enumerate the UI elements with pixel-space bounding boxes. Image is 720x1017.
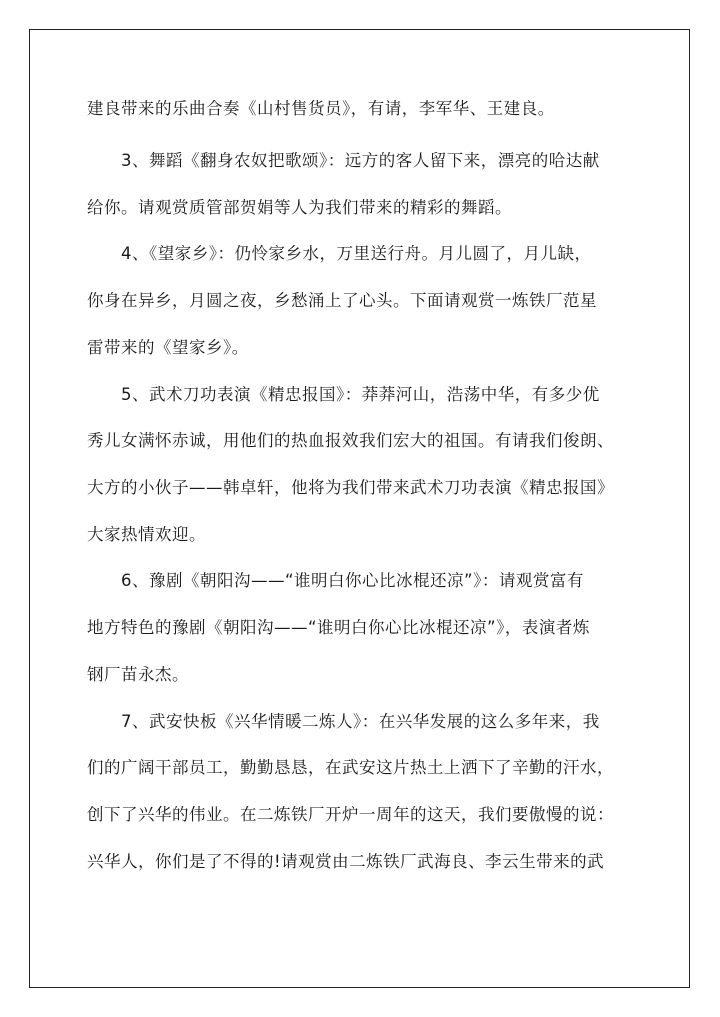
text-line-17: 兴华人，你们是了不得的!请观赏由二炼铁厂武海良、李云生带来的武 xyxy=(87,852,605,871)
text-line-6: 雷带来的《望家乡》。 xyxy=(87,338,249,357)
text-line-9: 大方的小伙子——韩卓轩，他将为我们带来武术刀功表演《精忠报国》 xyxy=(87,478,614,497)
text-line-12: 地方特色的豫剧《朝阳沟——“谁明白你心比冰棍还凉”》，表演者炼 xyxy=(87,618,590,637)
text-line-2: 3、舞蹈《翻身农奴把歌颂》：远方的客人留下来，漂亮的哈达献 xyxy=(121,151,600,170)
text-line-15: 们的广阔干部员工，勤勤恳恳，在武安这片热土上洒下了辛勤的汗水， xyxy=(87,758,614,777)
text-line-10: 大家热情欢迎。 xyxy=(87,525,206,544)
text-line-1: 建良带来的乐曲合奏《山村售货员》，有请，李军华、王建良。 xyxy=(87,99,555,118)
text-line-11: 6、豫剧《朝阳沟——“谁明白你心比冰棍还凉”》：请观赏富有 xyxy=(121,571,584,590)
text-line-5: 你身在异乡，月圆之夜，乡愁涌上了心头。下面请观赏一炼铁厂范星 xyxy=(87,291,597,310)
text-line-13: 钢厂苗永杰。 xyxy=(87,665,189,684)
text-line-16: 创下了兴华的伟业。在二炼铁厂开炉一周年的这天，我们要傲慢的说： xyxy=(87,805,614,824)
text-line-3: 给你。请观赏质管部贺娟等人为我们带来的精彩的舞蹈。 xyxy=(87,198,512,217)
text-line-7: 5、武术刀功表演《精忠报国》：莽莽河山，浩荡中华，有多少优 xyxy=(121,385,600,404)
text-line-4: 4、《望家乡》：仍怜家乡水，万里送行舟。月儿圆了，月儿缺， xyxy=(121,244,592,263)
page-border xyxy=(29,29,690,988)
text-line-14: 7、武安快板《兴华情暖二炼人》：在兴华发展的这么多年来，我 xyxy=(121,712,600,731)
text-line-8: 秀儿女满怀赤诚，用他们的热血报效我们宏大的祖国。有请我们俊朗、 xyxy=(87,431,614,450)
